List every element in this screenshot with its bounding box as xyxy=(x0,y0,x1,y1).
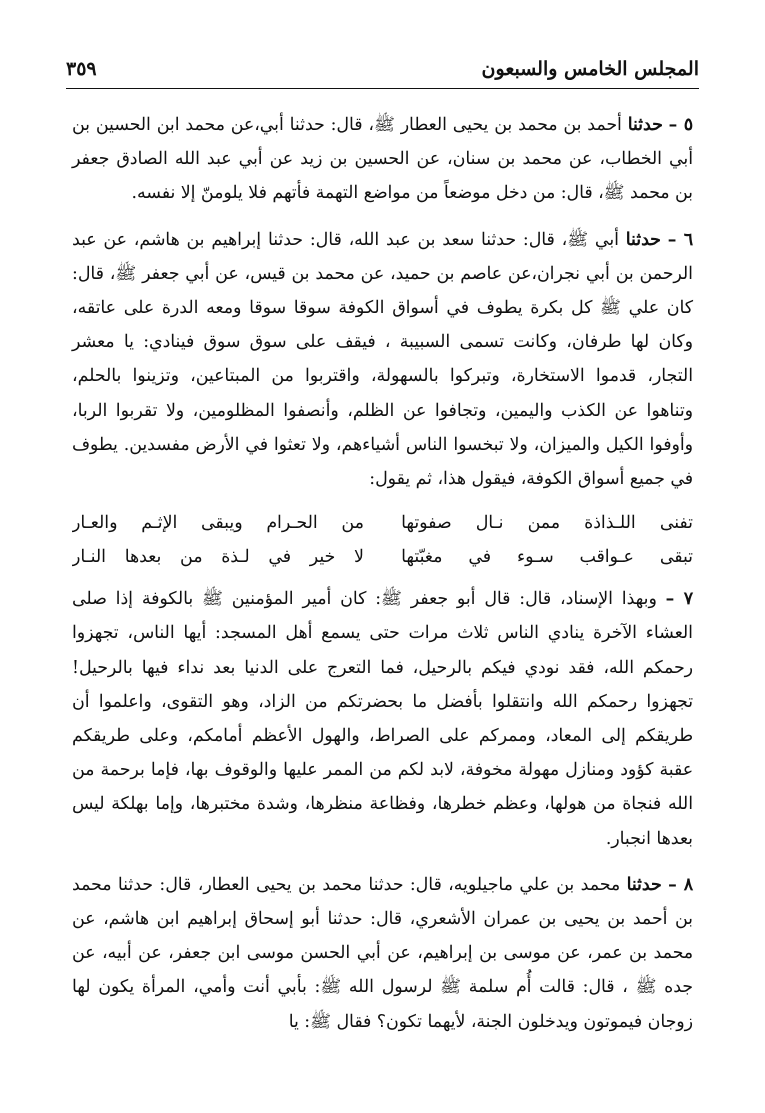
verse-second-hemistich: من الحـرام ويبقى الإثـم والعـار xyxy=(72,513,364,534)
hadith-5 xyxy=(72,108,693,211)
hadith-7 xyxy=(72,582,693,856)
verse-second-hemistich: لا خير في لـذة من بعدها النـار xyxy=(72,547,364,568)
page-number: ٣٥٩ xyxy=(66,58,97,80)
verse-line xyxy=(72,506,693,540)
hadith-8 xyxy=(72,868,693,1039)
hadith-number: ٨ – xyxy=(668,874,693,895)
hadith-text: أحمد بن محمد بن يحيى العطار ﷺ، قال: حدثنا أبي،عن محمد ابن الحسين بن أبي الخطاب، عن محمد بن سنان، عن الحسين بن زيد عن أبي عبد الله الصادق جعفر بن محمد ﷺ، قال: من دخل موضعاً من مواضع التهمة فأتهم فلا يلومنّ إلا نفسه. xyxy=(72,115,693,204)
hadith-label: حدثنا xyxy=(625,229,661,250)
page-body xyxy=(72,108,693,1039)
verse-first-hemistich: تفنى اللـذاذة ممن نـال صفوتها xyxy=(401,513,693,534)
hadith-text: محمد بن علي ماجيلويه، قال: حدثنا محمد بن يحيى العطار، قال: حدثنا محمد بن أحمد بن يحيى بن عمران الأشعري، قال: حدثنا أبو إسحاق إبراهيم ابن هاشم، عن محمد بن عمر، عن موسى بن إبراهيم، عن أبي الحسن موسى ابن جعفر، عن أبيه، عن جده ﷺ ، قال: قالت أُم سلمة ﷺ لرسول الله ﷺ: بأبي أنت وأمي، المرأة يكون لها زوجان فيموتون ويدخلون الجنة، لأيهما تكون؟ فقال ﷺ: يا xyxy=(72,874,693,1032)
hadith-text: وبهذا الإسناد، قال: قال أبو جعفر ﷺ: كان أمير المؤمنين ﷺ بالكوفة إذا صلى العشاء الآخرة ينادي الناس ثلاث مرات حتى يسمع أهل المسجد: أيها الناس، تجهزوا رحمكم الله، فقد نودي فيكم بالرحيل، فما التعرج على الدنيا بعد نداء فيها بالرحيل! تجهزوا رحمكم الله وانتقلوا بأفضل ما بحضرتكم من الزاد، وهو التقوى، واعلموا أن طريقكم إلى المعاد، وممركم على الصراط، والهول الأعظم أمامكم، وعلى طريقكم عقبة كؤود ومنازل مهولة مخوفة، لابد لكم من الممر عليها والوقوف بها، فإما برحمة من الله فنجاة من هولها، وعظم خطرها، وفظاعة منظرها، وشدة مختبرها، وإما بهلكة ليس بعدها انجبار. xyxy=(72,589,693,849)
poetry-block xyxy=(72,506,693,574)
hadith-label: حدثنا xyxy=(627,115,663,135)
verse-first-hemistich: تبقى عـواقب سـوء في مغبّتها xyxy=(401,547,693,568)
hadith-number: ٧ – xyxy=(665,589,693,610)
hadith-number: ٦ – xyxy=(667,229,693,250)
chapter-title: المجلس الخامس والسبعون xyxy=(481,58,699,80)
hadith-number: ٥ – xyxy=(668,115,693,135)
hadith-text: أبي ﷺ، قال: حدثنا سعد بن عبد الله، قال: حدثنا إبراهيم بن هاشم، عن عبد الرحمن بن أبي نجران،عن عاصم بن حميد، عن محمد بن قيس، عن أبي جعفر ﷺ، قال: كان علي ﷺ كل بكرة يطوف في أسواق الكوفة سوقا سوقا ومعه الدرة على عاتقه، وكان لها طرفان، وكانت تسمى السبيبة ، فيقف على سوق سوق فينادي: يا معشر التجار، قدموا الاستخارة، وتبركوا بالسهولة، واقتربوا من المبتاعين، وتزينوا بالحلم، وتناهوا عن الكذب واليمين، وتجافوا عن الظلم، وأنصفوا المظلومين، ولا تقربوا الربا، وأوفوا الكيل والميزان، ولا تبخسوا الناس أشياءهم، ولا تعثوا في الأرض مفسدين. يطوف في جميع أسواق الكوفة، فيقول هذا، ثم يقول: xyxy=(72,229,693,490)
verse-line xyxy=(72,540,693,574)
hadith-6 xyxy=(72,223,693,497)
hadith-label: حدثنا xyxy=(626,874,662,895)
running-header xyxy=(66,58,699,89)
